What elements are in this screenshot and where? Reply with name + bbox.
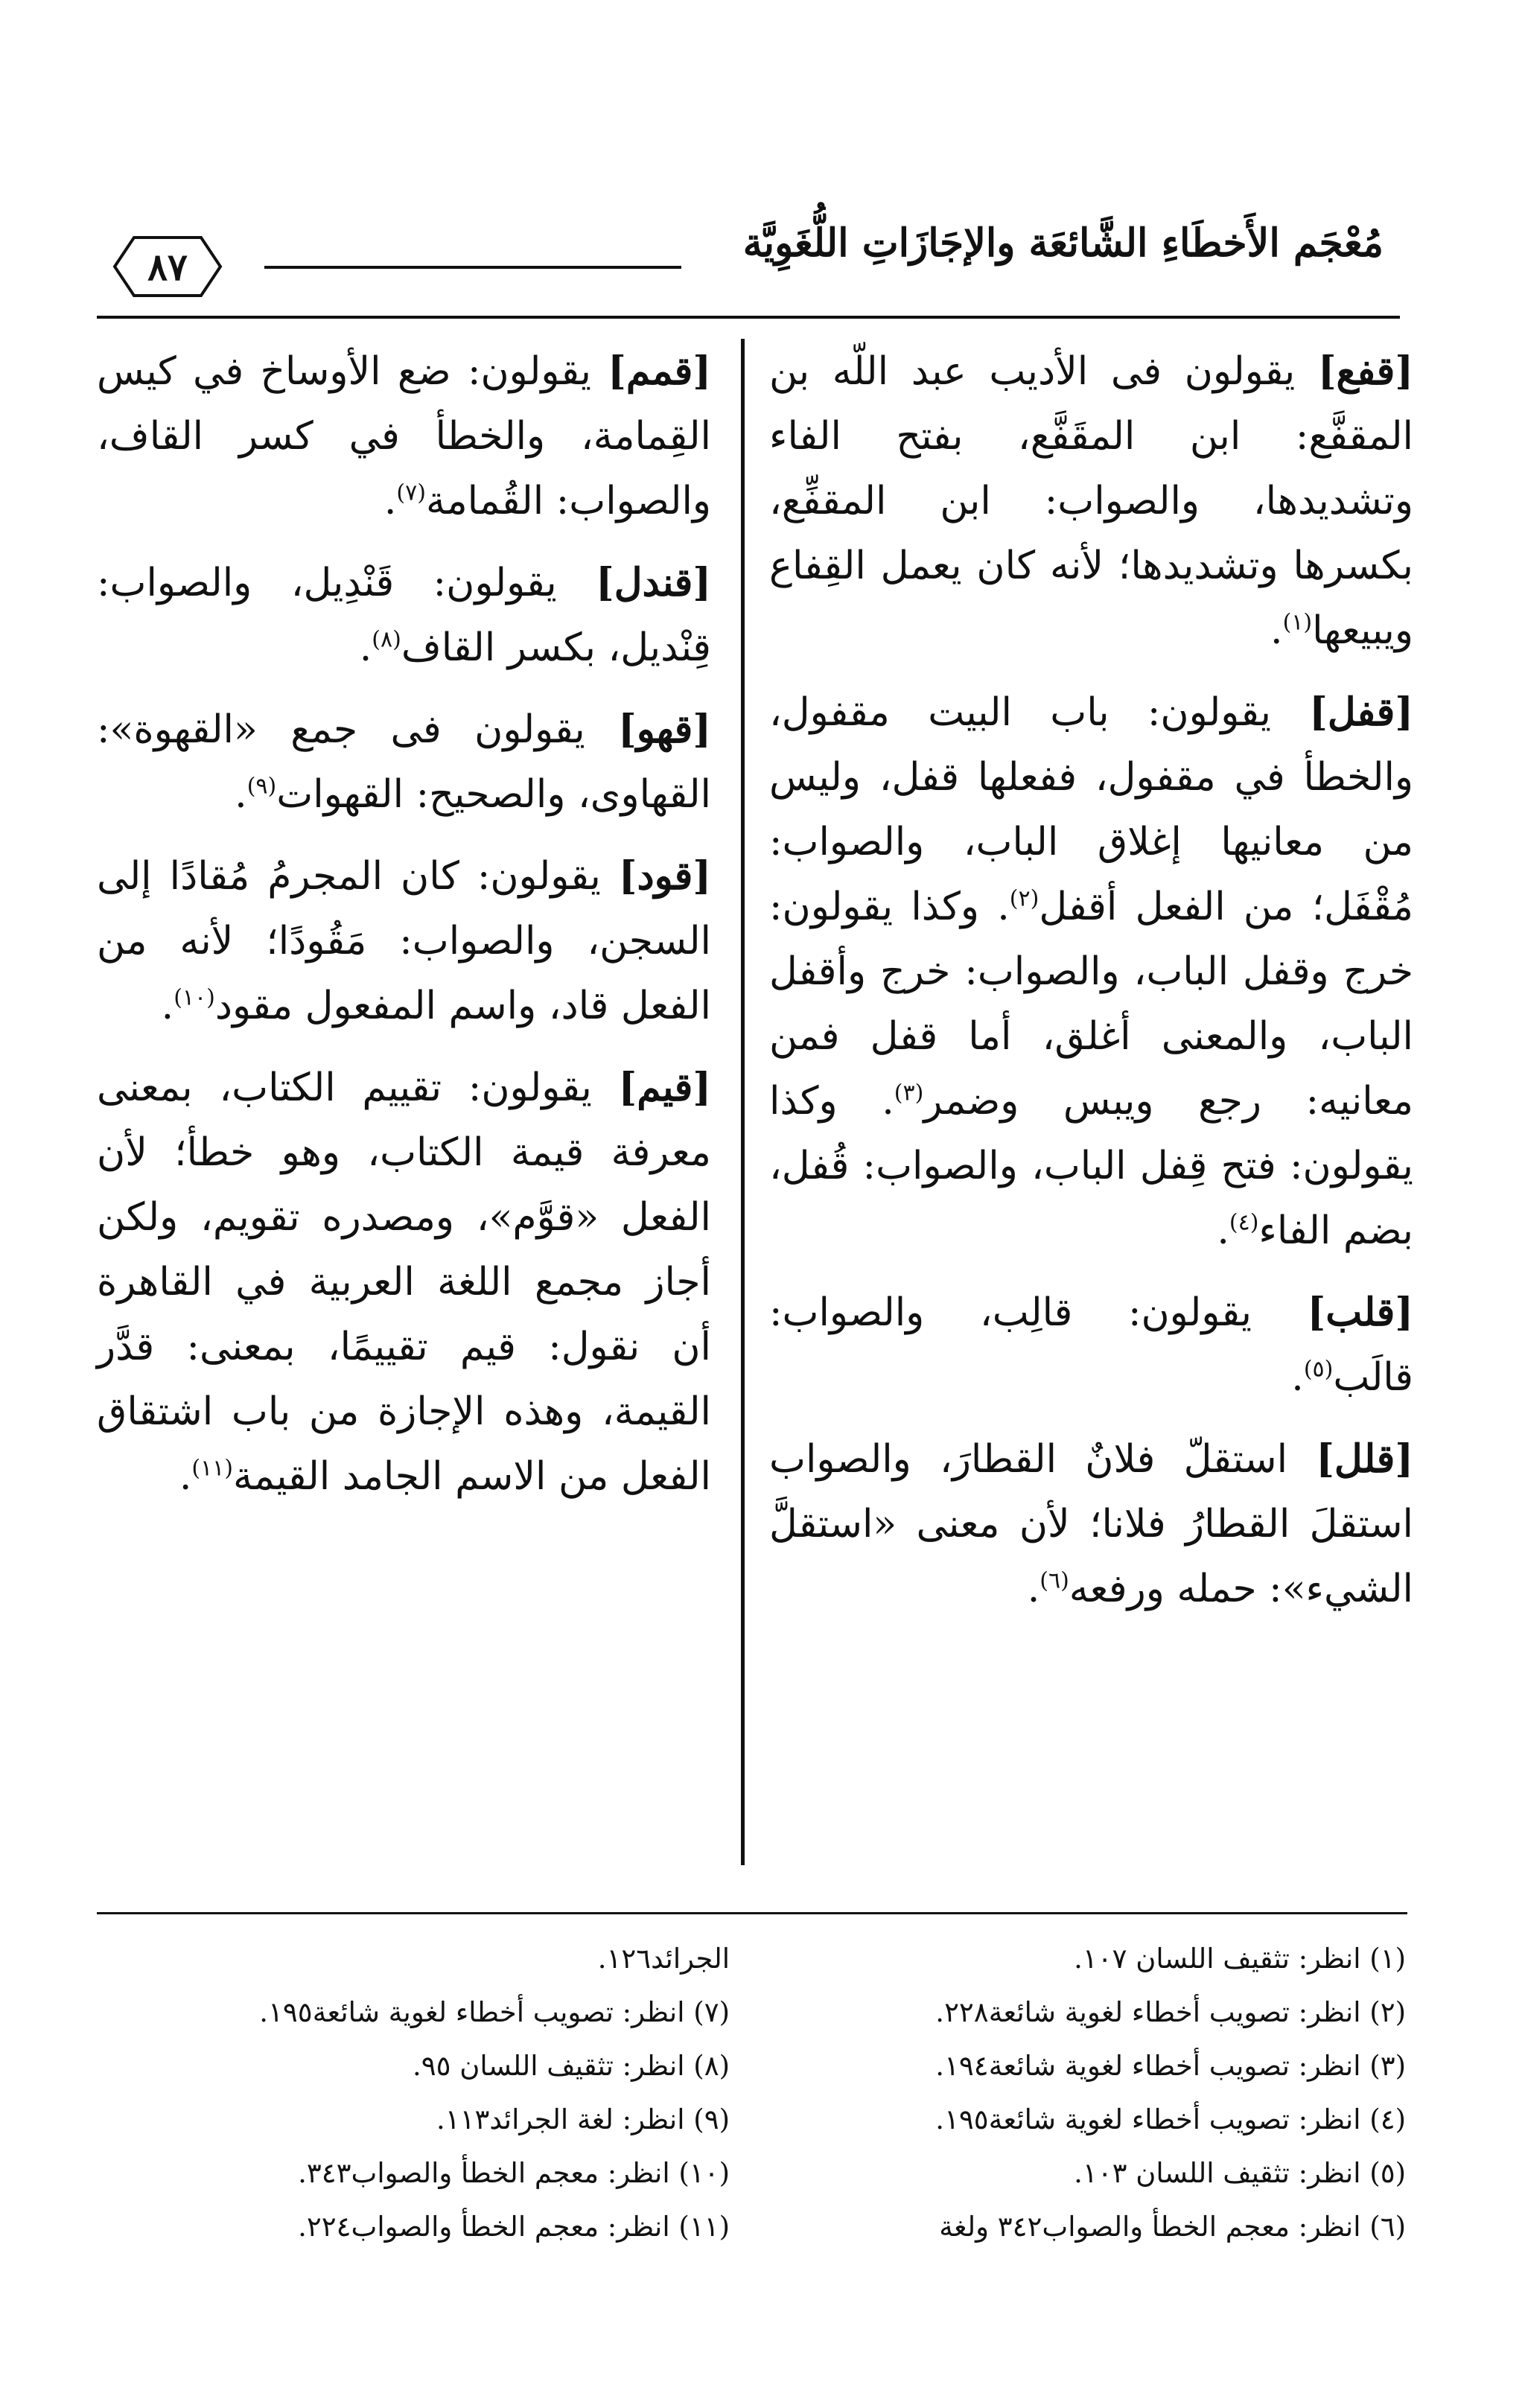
entry-qll: [قلل] استقلّ فلانٌ القطارَ، والصواب استقلَ القطارُ فلانا؛ لأن معنى «استقلَّ الشيء»: حمله ورفعه$^{(٦)}$. <box>769 1436 1413 1611</box>
footnote: (٢) انظر: تصويب أخطاء لغوية شائعة٢٢٨. <box>935 1996 1406 2028</box>
footnote: (٦) انظر: معجم الخطأ والصواب٣٤٢ ولغة <box>939 2211 1406 2243</box>
entry-headword: [قفع] <box>1317 348 1413 394</box>
footnote: (٥) انظر: تثقيف اللسان ١٠٣. <box>1074 2157 1406 2189</box>
header-rule <box>264 266 681 269</box>
footnote-ref: (٩) <box>246 773 277 800</box>
footnote-ref: (٦) <box>1040 1567 1069 1594</box>
entry-text: . وكذا يقولون: خرج وقفل الباب، والصواب: خرج وأقفل الباب، والمعنى أغلق، أما قفل فمن معانيه: رجع ويبس وضمر <box>769 885 1413 1124</box>
entry-qf3: [قفع] يقولون فى الأديب عبد اللّه بن المقفَّع: ابن المقَفَّع، بفتح الفاء وتشديدها، والصواب: ابن المقفِّع، بكسرها وتشديدها؛ لأنه كان يعمل القِفاع ويبيعها$^{(١)}$. <box>769 348 1413 653</box>
entry-qlb: [قلب] يقولون: قالِب، والصواب: قالَب$^{(٥)}$. <box>769 1290 1414 1400</box>
entry-qfl: [قفل] يقولون: باب البيت مقفول، والخطأ في مقفول، ففعلها قفل، وليس من معانيها إغلاق الباب، والصواب: مُقْفَل؛ من الفعل أقفل$^{(٢)}$. وكذا يقولون: خرج وقفل الباب، والصواب: خرج وأقفل الباب، والمعنى أغلق، أما قفل فمن معانيه: رجع ويبس وضمر$^{(٣)}$. وكذا يقولون: فتح قِفل الباب، والصواب: قُفل، بضم الفاء$^{(٤)}$. <box>769 689 1413 1253</box>
footnote-ref: (١٠) <box>173 984 215 1011</box>
entry-text: يقولون: قالِب، والصواب: قالَب <box>769 1290 1413 1400</box>
entry-text: . وكذا يقولون: فتح قِفل الباب، والصواب: قُفل، بضم الفاء <box>769 1079 1413 1253</box>
footnote-ref: (٢) <box>1009 885 1040 912</box>
entry-text: يقولون: تقييم الكتاب، بمعنى معرفة قيمة الكتاب، وهو خطأ؛ لأن الفعل «قوَّم»، ومصدره تقويم، ولكن أجاز مجمع اللغة العربية في القاهرة أن نقول: قيم تقييمًا، بمعنى: قدَّر القيمة، وهذه الإجازة من باب اشتقاق الفعل من الاسم الجامد القيمة <box>97 1066 711 1499</box>
footnotes-right <box>758 1932 1406 2254</box>
footnote: (٨) انظر: تثقيف اللسان ٩٥. <box>412 2050 730 2082</box>
page-number-badge <box>112 235 223 299</box>
footnotes-left <box>97 1932 730 2254</box>
entry-text: يقولون: قَنْدِيل، والصواب: قِنْديل، بكسر القاف <box>97 561 711 670</box>
entry-headword: [قهو] <box>618 707 712 752</box>
footnote-ref: (٥) <box>1303 1356 1334 1383</box>
header-bottom-rule <box>97 316 1400 319</box>
entry-qmm: [قمم] يقولون: ضع الأوساخ في كيس القِمامة، والخطأ في كسر القاف، والصواب: القُمامة$^{(٧)}$. <box>97 348 711 523</box>
running-title: مُعْجَم الأَخطَاءِ الشَّائعَة والإجَازَاتِ اللُّغَوِيَّة <box>742 220 1384 266</box>
footnote: (٩) انظر: لغة الجرائد١١٣. <box>436 2103 730 2135</box>
entry-headword: [قفل] <box>1309 689 1413 735</box>
column-divider <box>741 339 745 1865</box>
entry-headword: [قلل] <box>1316 1436 1413 1482</box>
footnote-ref: (٣) <box>894 1080 924 1106</box>
footnotes-rule <box>97 1912 1407 1914</box>
footnote-ref: (١١) <box>191 1455 234 1482</box>
entry-text: يقولون فى جمع «القهوة»: القهاوى، والصحيح: القهوات <box>97 707 711 817</box>
footnote: (٣) انظر: تصويب أخطاء لغوية شائعة١٩٤. <box>935 2050 1406 2082</box>
entry-text: يقولون: ضع الأوساخ في كيس القِمامة، والخطأ في كسر القاف، والصواب: القُمامة <box>97 349 711 523</box>
entry-headword: [قيم] <box>618 1065 711 1110</box>
footnote: (١٠) انظر: معجم الخطأ والصواب٣٤٣. <box>298 2157 730 2189</box>
entry-text: يقولون: كان المجرمُ مُقادًا إلى السجن، والصواب: مَقُودًا؛ لأنه من الفعل قاد، واسم المفعول مقود <box>97 854 711 1028</box>
footnote-continuation: الجرائد١٢٦. <box>597 1943 730 1975</box>
footnote: (١) انظر: تثقيف اللسان ١٠٧. <box>1074 1943 1406 1975</box>
left-column <box>97 339 711 1526</box>
page-number: ٨٧ <box>147 244 188 289</box>
entry-headword: [قمم] <box>608 348 711 394</box>
footnote-ref: (٤) <box>1229 1209 1259 1236</box>
footnote: (١١) انظر: معجم الخطأ والصواب٢٢٤. <box>298 2211 730 2243</box>
footnote-ref: (١) <box>1282 609 1313 636</box>
footnote-ref: (٨) <box>372 626 401 653</box>
entry-text: استقلّ فلانٌ القطارَ، والصواب استقلَ القطارُ فلانا؛ لأن معنى «استقلَّ الشيء»: حمله ورفعه <box>769 1437 1413 1611</box>
entry-headword: [قندل] <box>596 560 712 605</box>
entry-qym: [قيم] يقولون: تقييم الكتاب، بمعنى معرفة قيمة الكتاب، وهو خطأ؛ لأن الفعل «قوَّم»، ومصدره تقويم، ولكن أجاز مجمع اللغة العربية في القاهرة أن نقول: قيم تقييمًا، بمعنى: قدَّر القيمة، وهذه الإجازة من باب اشتقاق الفعل من الاسم الجامد القيمة$^{(١١)}$. <box>97 1065 711 1499</box>
entry-text: يقولون فى الأديب عبد اللّه بن المقفَّع: ابن المقَفَّع، بفتح الفاء وتشديدها، والصواب: ابن المقفِّع، بكسرها وتشديدها؛ لأنه كان يعمل القِفاع ويبيعها <box>769 349 1413 653</box>
entry-headword: [قود] <box>618 853 712 899</box>
entry-text: يقولون: باب البيت مقفول، والخطأ في مقفول، ففعلها قفل، وليس من معانيها إغلاق الباب، والصواب: مُقْفَل؛ من الفعل أقفل <box>769 690 1413 929</box>
entry-qhw: [قهو] يقولون فى جمع «القهوة»: القهاوى، والصحيح: القهوات$^{(٩)}$. <box>97 707 712 817</box>
footnote: (٧) انظر: تصويب أخطاء لغوية شائعة١٩٥. <box>259 1996 730 2028</box>
footnote: (٤) انظر: تصويب أخطاء لغوية شائعة١٩٥. <box>935 2103 1406 2135</box>
entry-headword: [قلب] <box>1307 1290 1414 1335</box>
entry-qndl: [قندل] يقولون: قَنْدِيل، والصواب: قِنْديل، بكسر القاف$^{(٨)}$. <box>97 560 712 670</box>
footnote-ref: (٧) <box>396 480 426 506</box>
right-column <box>769 339 1413 1638</box>
entry-qwd: [قود] يقولون: كان المجرمُ مُقادًا إلى السجن، والصواب: مَقُودًا؛ لأنه من الفعل قاد، واسم المفعول مقود$^{(١٠)}$. <box>97 853 712 1028</box>
